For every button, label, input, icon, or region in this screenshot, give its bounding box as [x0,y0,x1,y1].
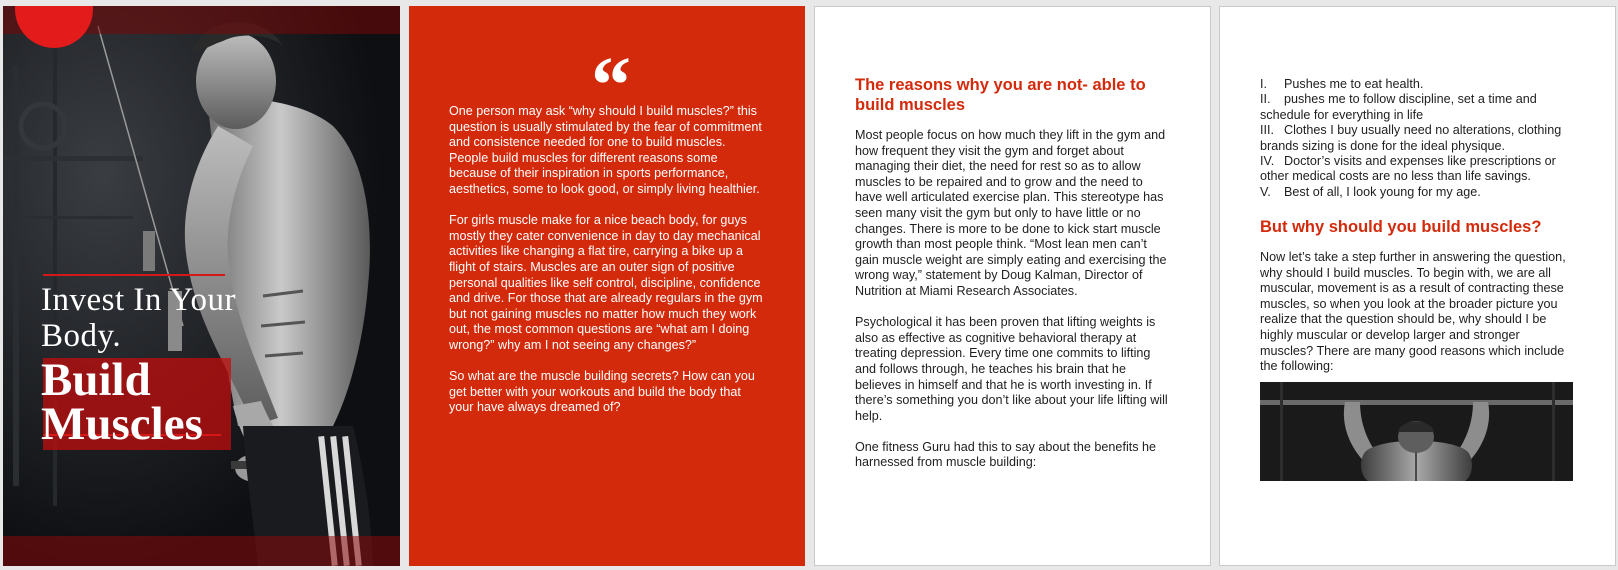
cover-title [41,354,203,450]
list-item [1260,185,1580,200]
cover-title-line2: Muscles [41,398,203,450]
intro-paragraph: So what are the muscle building secrets? How can you get better with your workouts and build the body that your have always dreamed of? [449,369,755,415]
benefits-list [1260,77,1580,200]
list-item-number: IV. [1260,154,1275,169]
list-item-number: II. [1260,92,1271,107]
reasons-text [855,128,1170,487]
cover-page [3,6,400,566]
cover-title-line1: Build [41,354,151,406]
intro-paragraph: For girls muscle make for a nice beach body, for guys mostly they cater convenience in day to day mechanical activities like changing a flat tire, carrying a bike up a flight of stairs. Muscles are an outer sign of positive personal qualities like self control, discipline, confidence and drive. For those that are already regulars in the gym but not gaining muscles no matter how much they work out, the most common questions are “what am I doing wrong?” why am I not seeing any changes?” [449,213,763,352]
cover-bottom-band [3,536,400,566]
benefits-page [1219,6,1616,566]
section-heading: The reasons why you are not- able to build muscles [855,76,1146,114]
list-item-number: V. [1260,184,1271,199]
list-item-text: Best of all, I look young for my age. [1284,184,1481,199]
section-heading: But why should you build muscles? [1260,218,1542,236]
body-paragraph: Now let’s take a step further in answering the question, why should I build muscles. To begin with, we are all muscular, movement is as a result of contracting these muscles, so when you look at the broader picture you realize that the question should be, why should I be highly muscular or develop larger and stronger muscles? There are many good reasons which include the following: [1260,250,1566,374]
list-item-text: Pushes me to eat health. [1284,77,1424,91]
cover-tagline-line1: Invest In Your [41,282,236,318]
list-item [1260,154,1580,185]
body-paragraph: Psychological it has been proven that lifting weights is also as effective as cognitive behavioral therapy at treating depression. Every time one commits to lifting and follows through, he teaches his brain that he believes in himself and that he is worth investing in. If there’s something you don’t like about your life lifting will help. [855,315,1168,423]
list-item-text: Clothes I buy usually need no alterations, clothing brands sizing is done for the ideal physique. [1260,123,1562,153]
list-item-number: I. [1260,77,1267,91]
list-item [1260,123,1580,154]
quote-mark-icon: “ [591,42,631,130]
body-paragraph: Most people focus on how much they lift in the gym and how frequent they visit the gym and forget about managing their diet, the need for rest so as to allow muscles to be repaired and to grow and the need to have well articulated exercise plan. This stereotype has seen many visit the gym but only to have little or no changes. There is more to be done to kick start muscle growth than most people think. “Most lean men can’t gain muscle weight are simply eating and exercising the wrong way,” statement by Doug Kalman, Director of Nutrition at Miami Research Associates. [855,128,1167,298]
back-muscles-photo [1260,382,1573,481]
intro-paragraph: One person may ask “why should I build muscles?” this question is usually stimulated by the fear of commitment and consistence needed for one to build muscles. People build muscles for different reasons some because of their inspiration in sports performance, aesthetics, some to look good, or simply living healthier. [449,104,762,196]
intro-page [409,6,805,566]
list-item [1260,92,1580,123]
intro-text [449,104,767,431]
list-item-number: III. [1260,123,1274,138]
list-item [1260,77,1580,92]
list-item-text: Doctor’s visits and expenses like prescriptions or other medical costs are no less than life savings. [1260,154,1556,184]
list-item-text: pushes me to follow discipline, set a time and schedule for everything in life [1260,92,1537,122]
reasons-page [814,6,1211,566]
body-paragraph: One fitness Guru had this to say about the benefits he harnessed from muscle building: [855,439,1157,470]
cover-tagline [41,282,236,354]
cover-top-rule [43,274,225,276]
cover-tagline-line2: Body. [41,318,122,354]
